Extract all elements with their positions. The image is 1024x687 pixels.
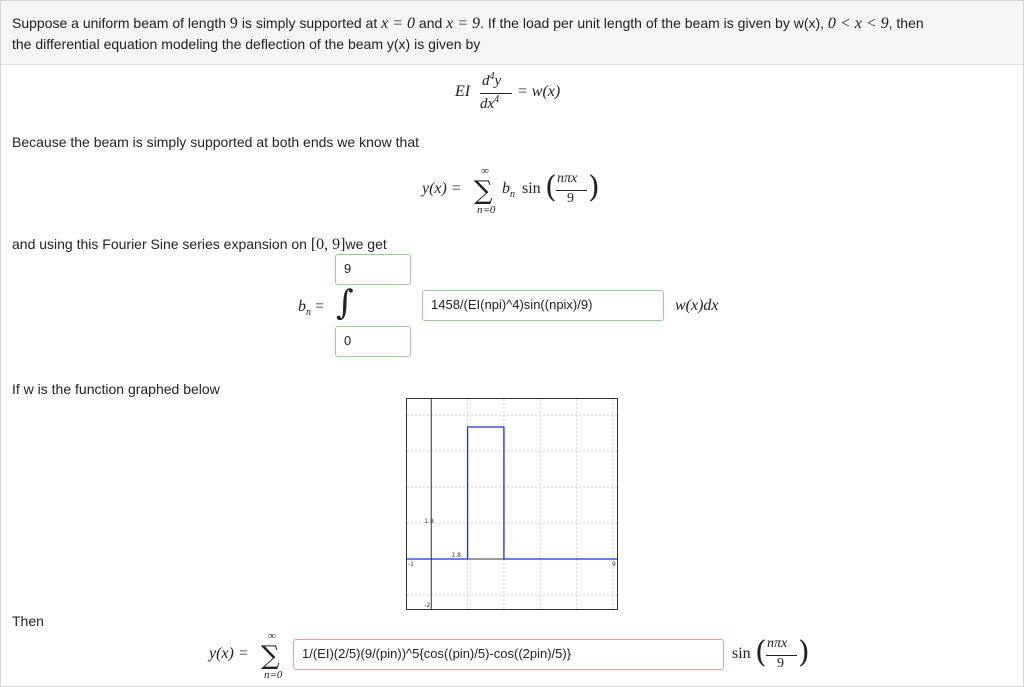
upper-limit-input[interactable]: 9 xyxy=(335,254,411,285)
intro-text-a: Suppose a uniform beam of length xyxy=(12,15,227,31)
subscript-n: n xyxy=(306,307,311,319)
intro-text-c: and xyxy=(418,15,443,31)
equals-sign: = xyxy=(311,298,325,315)
series-lhs: y(x) = xyxy=(422,180,462,197)
intro-text-b: is simply supported at xyxy=(241,15,378,31)
expansion-text: and using this Fourier Sine series expansion on xyxy=(12,236,307,252)
graph-intro: If w is the function graphed below xyxy=(12,381,220,397)
final-left-paren: ( xyxy=(755,635,767,670)
arg-numerator: nπx xyxy=(557,171,578,186)
boundary-x9: x = 9 xyxy=(446,15,481,32)
domain-range: 0 < x < 9 xyxy=(827,15,889,32)
ode-rhs: = w(x) xyxy=(517,83,561,100)
intro-text-d: . If the load per unit length of the beam is given by w(x), xyxy=(480,15,825,31)
final-arg-denominator: 9 xyxy=(777,656,784,671)
final-sum-lower: n=0 xyxy=(264,669,283,681)
final-right-paren: ) xyxy=(798,635,810,670)
intro-text-e: , then xyxy=(888,15,924,31)
boundary-x0: x = 0 xyxy=(381,15,416,32)
ode-numerator: $d^4y$ xyxy=(482,71,502,89)
graph-frame xyxy=(407,399,618,610)
integrand-input[interactable]: 1458/(EI(npi)^4)sin((npix)/9) xyxy=(422,290,664,321)
load-graph xyxy=(406,398,618,610)
x-tick-label-unit: 1.8 xyxy=(451,552,461,559)
left-paren: ( xyxy=(545,170,557,205)
expansion-text-end: we get xyxy=(345,236,387,252)
y-tick-label-unit: 1.8 xyxy=(424,518,434,525)
final-arg-numerator: nπx xyxy=(767,636,788,651)
bn-lhs: $b_n$ = xyxy=(298,298,325,319)
expansion-interval: [0, 9] xyxy=(310,236,346,253)
intro-line-1 xyxy=(12,13,924,34)
integrand-tail: w(x)dx xyxy=(675,297,719,314)
y-tick-label-neg: -2 xyxy=(424,602,431,609)
intro-line-2: the differential equation modeling the deflection of the beam y(x) is given by xyxy=(12,36,481,52)
ode-denominator: $dx^4$ xyxy=(480,94,500,112)
beam-length-value: 9 xyxy=(229,15,238,32)
x-tick-label-pos: 9 xyxy=(612,561,616,568)
right-paren: ) xyxy=(588,170,600,205)
supported-statement: Because the beam is simply supported at both ends we know that xyxy=(12,134,420,150)
sin-function: sin xyxy=(522,180,541,197)
sum-upper-limit: ∞ xyxy=(481,165,489,177)
final-lhs: y(x) = xyxy=(209,645,249,662)
then-label: Then xyxy=(12,613,44,629)
expansion-statement xyxy=(12,234,387,255)
final-sum-upper: ∞ xyxy=(268,630,276,642)
ode-ei: EI xyxy=(455,83,471,100)
bn-answer-input[interactable]: 1/(EI)(2/5)(9/(pin))^5{cos((pin)/5)-cos((2pin)/5)} xyxy=(293,639,724,670)
lower-limit-input[interactable]: 0 xyxy=(335,326,411,357)
final-sin: sin xyxy=(732,645,751,662)
arg-denominator: 9 xyxy=(567,191,574,206)
series-term: $b_n$ xyxy=(502,180,515,201)
integral-symbol: ∫ xyxy=(336,283,354,323)
subscript-n: n xyxy=(510,189,515,201)
final-sum-symbol: ∑ xyxy=(261,641,280,671)
sum-symbol: ∑ xyxy=(474,176,493,206)
sum-lower-limit: n=0 xyxy=(477,204,496,216)
x-tick-label-neg: -1 xyxy=(408,561,414,568)
